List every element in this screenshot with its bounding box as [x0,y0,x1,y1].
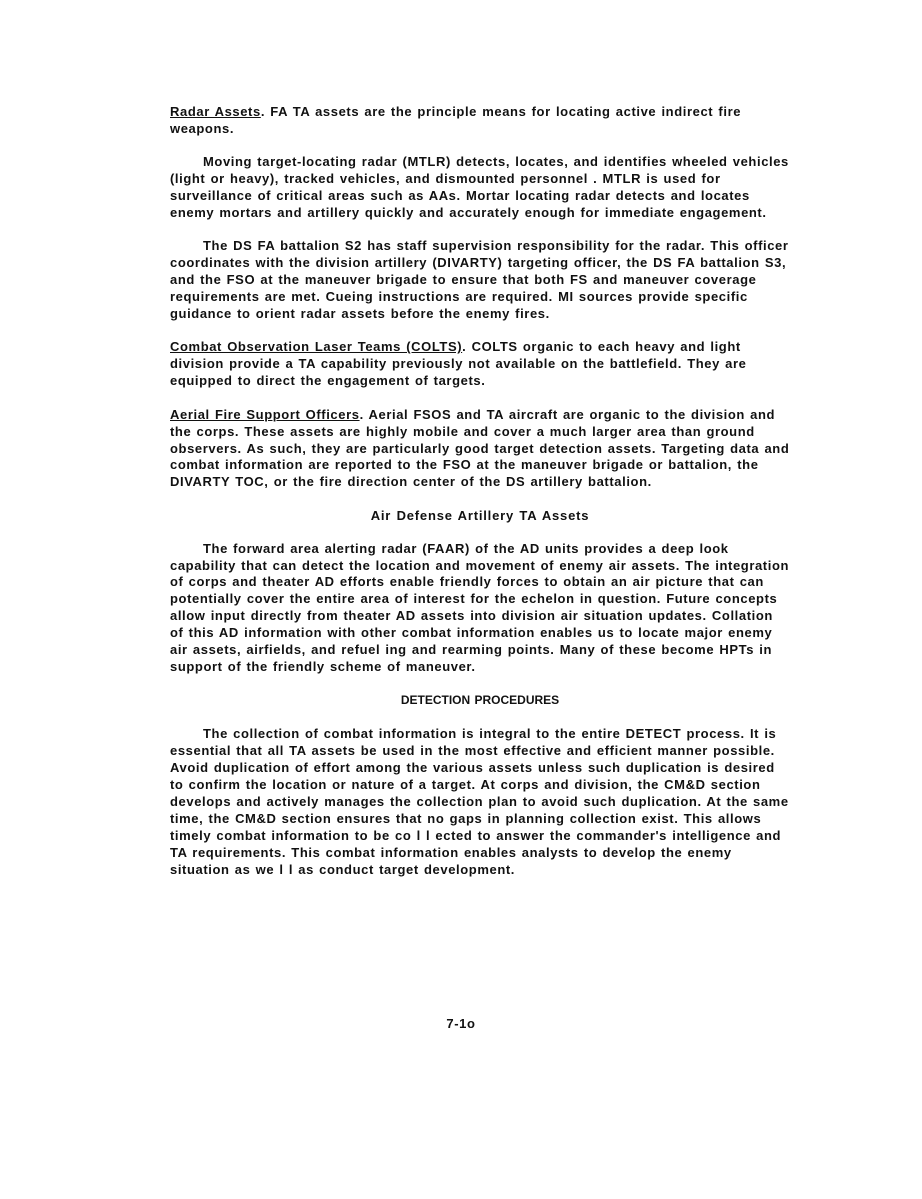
radar-assets-text: . FA TA assets are the principle means for locating active indirect fire weapons. [170,104,742,136]
radar-assets-paragraph [170,104,790,138]
collection-paragraph: The collection of combat information is integral to the entire DETECT process. It is essential that all TA assets be used in the most effective and efficient manner possible. Avoid duplication of effort among the various assets unless such duplication is desired to confirm the location or nature of a target. At corps and division, the CM&D section develops and actively manages the collection plan to avoid such duplication. At the same time, the CM&D section ensures that no gaps in planning collection exist. This allows timely combat information to be co l l ected to answer the commander's intelligence and TA requirements. This combat information enables analysts to develop the enemy situation as we l l as conduct target development. [170,726,789,877]
colts-paragraph [170,339,790,390]
aerial-fso-heading: Aerial Fire Support Officers [170,406,360,422]
ds-fa-paragraph: The DS FA battalion S2 has staff supervision responsibility for the radar. This officer coordinates with the division artillery (DIVARTY) targeting officer, the DS FA battalion S3, and the FSO at the maneuver brigade to ensure that both FS and maneuver coverage requirements are met. Cueing instructions are required. MI sources provide specific guidance to orient radar assets before the enemy fires. [170,238,789,322]
radar-assets-heading: Radar Assets [170,104,261,119]
colts-heading: Combat Observation Laser Teams (COLTS) [170,339,463,355]
detection-procedures-heading: DETECTION PROCEDURES [400,693,560,708]
aerial-fso-text: . Aerial FSOS and TA aircraft are organic to the division and the corps. These assets are highly mobile and cover a much larger area than ground observers. As such, they are particularly good target detection assets. Targeting data and combat information are reported to the FSO at the maneuver brigade or battalion, the DIVARTY TOC, or the fire direction center of the DS artillery battalion. [170,406,790,490]
mtlr-paragraph: Moving target-locating radar (MTLR) detects, locates, and identifies wheeled vehicles (light or heavy), tracked vehicles, and dismounted personnel . MTLR is used for surveillance of critical areas such as AAs. Mortar locating radar detects and locates enemy mortars and artillery quickly and accurately enough for immediate engagement. [170,154,789,221]
faar-paragraph: The forward area alerting radar (FAAR) of the AD units provides a deep look capability that can detect the location and movement of enemy air assets. The integration of corps and theater AD efforts enable friendly forces to obtain an air picture that can potentially cover the entire area of interest for the echelon in question. Future concepts allow input directly from theater AD assets into division air situation updates. Collation of this AD information with other combat information enables us to locate major enemy air assets, airfields, and refuel ing and rearming points. Many of these become HPTs in support of the friendly scheme of maneuver. [170,540,790,674]
page-number: 7-1o [446,1016,476,1031]
document-page [170,104,790,895]
aerial-fso-paragraph [170,407,790,492]
ada-ta-assets-heading: Air Defense Artillery TA Assets [370,507,590,523]
colts-text: . COLTS organic to each heavy and light division provide a TA capability previously not available on the battlefield. They are equipped to direct the engagement of targets. [170,339,747,389]
